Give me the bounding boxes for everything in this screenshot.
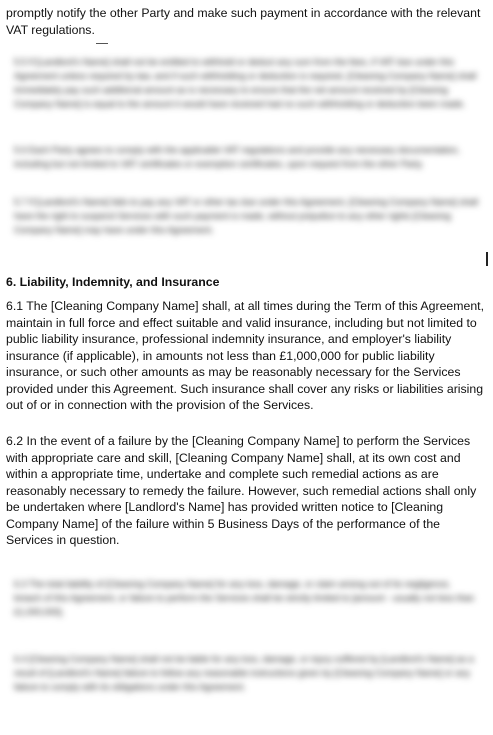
text-cursor-icon	[486, 252, 488, 266]
blurred-paragraph-5-6: 5.6 Each Party agrees to comply with the applicable VAT regulations and provide any necessary documentation, including but not limited to VAT certificates or exemption certificates, upon request from the other Party.	[14, 145, 460, 169]
paragraph-6-1: 6.1 The [Cleaning Company Name] shall, at all times during the Term of this Agreement, maintain in full force and effect suitable and valid insurance, including but not limited to public liability insurance, professional indemnity insurance, and employer's liability insurance (if applicable), in amounts not less than £1,000,000 for public liability insurance, or such other amounts as may be reasonably necessary for the Services provided under this Agreement. Such insurance shall cover any risks or liabilities arising out of or in connection with the provision of the Services.	[6, 299, 484, 412]
section-heading: 6. Liability, Indemnity, and Insurance	[6, 275, 220, 289]
blurred-paragraph-6-3: 6.3 The total liability of [Cleaning Company Name] for any loss, damage, or claim arising out of its negligence, breach of this Agreement, or failure to perform the Services shall be strictly limited to [amount - usually not less than £1,000,000].	[14, 579, 475, 617]
cursor-mark	[96, 43, 108, 44]
blurred-paragraph-5-5: 5.5 If [Landlord's Name] shall not be entitled to withhold or deduct any sum from the fees, if VAT due under this Agreement unless required by law, and if such withholding or deduction is required, [Cleaning Company Name] shall immediately pay such additional amount as is necessary to ensure that the net amount received by [Cleaning Company Name] is equal to the amount it would have received had no such withholding or deduction been made.	[14, 57, 477, 109]
paragraph-6-2: 6.2 In the event of a failure by the [Cleaning Company Name] to perform the Services with appropriate care and skill, [Cleaning Company Name] shall, at its own cost and within a appropriate time, undertake and complete such remedial actions as are reasonably necessary to remedy the failure. However, such remedial actions shall only be undertaken where [Landlord's Name] has provided written notice to [Cleaning Company Name] of the failure within 5 Business Days of the performance of the Services in question.	[6, 434, 477, 547]
blurred-paragraph-6-4: 6.4 [Cleaning Company Name] shall not be liable for any loss, damage, or injury suffered by [Landlord's Name] as a result of [Landlord's Name] failure to follow any reasonable instructions given by [Cleaning Company Name] or any failure to comply with its obligations under this Agreement.	[14, 654, 474, 692]
blurred-paragraph-5-7: 5.7 If [Landlord's Name] fails to pay any VAT or other tax due under this Agreement, [Cleaning Company Name] shall have the right to suspend Services with such payment is made, without prejudice to any other rights [Cleaning Company Name] may have under this Agreement.	[14, 197, 478, 235]
top-fragment-paragraph: promptly notify the other Party and make such payment in accordance with the relevant VAT regulations.	[6, 6, 481, 37]
